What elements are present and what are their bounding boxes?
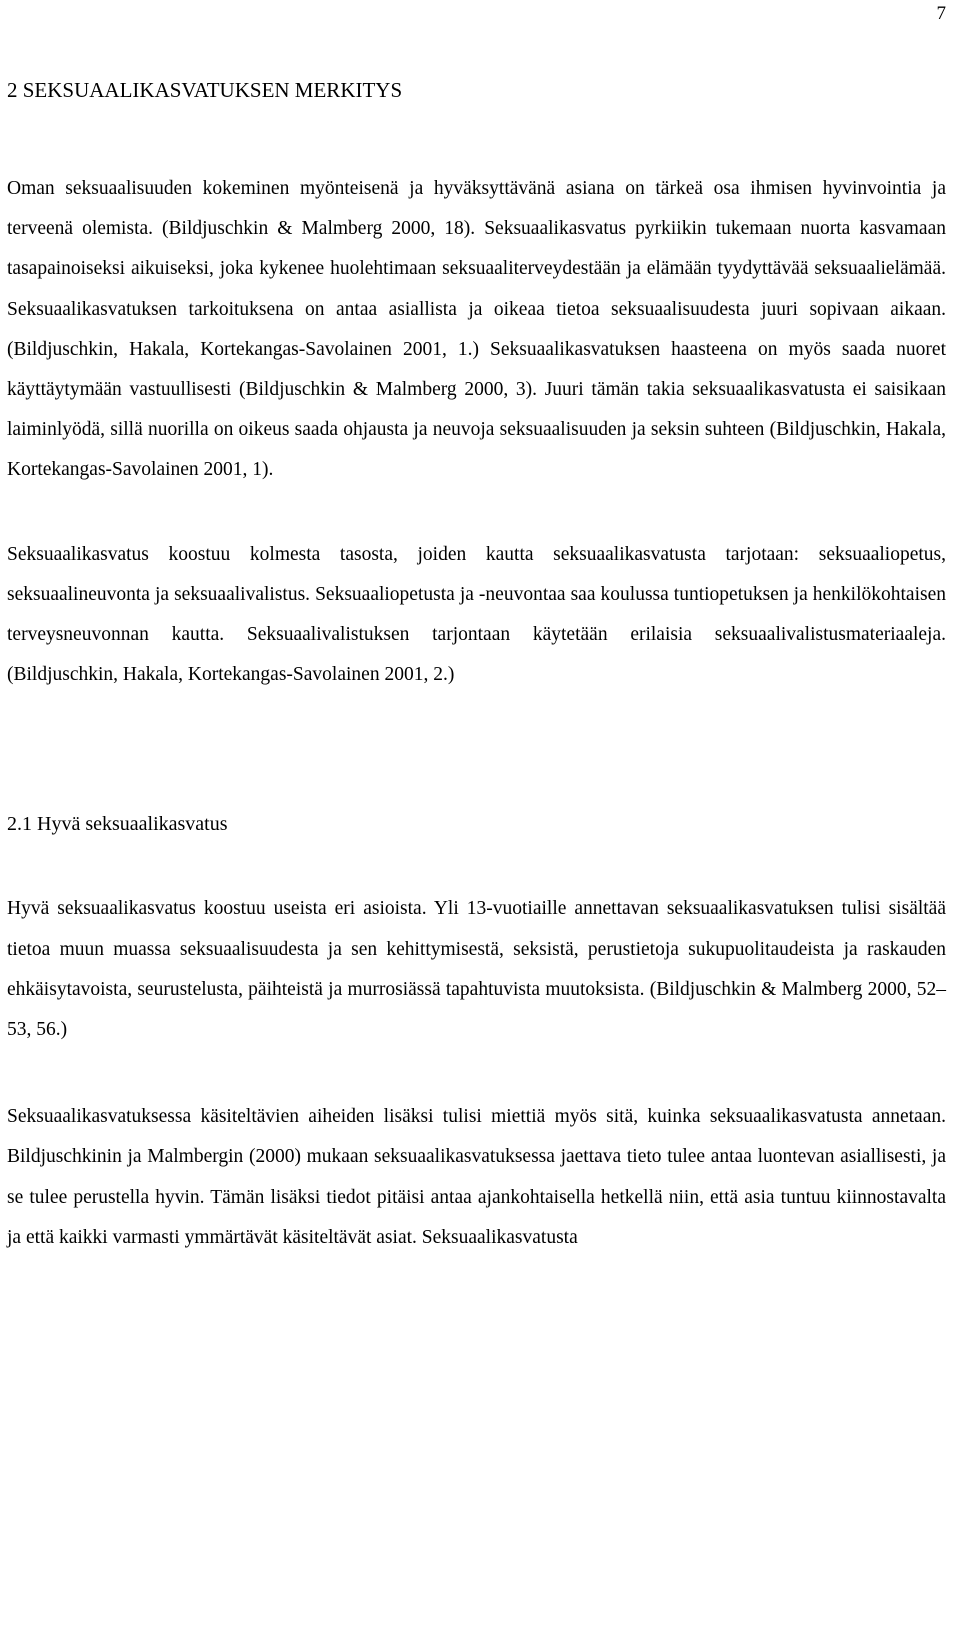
subsection-paragraph-1: Hyvä seksuaalikasvatus koostuu useista eri asioista. Yli 13-vuotiaille annettavan seksuaalikasvatuksen tulisi sisältää tietoa muun muassa seksuaalisuudesta ja sen kehittymisestä, seksistä, perustietoja sukupuolitaudeista ja raskauden ehkäisytavoista, seurustelusta, päihteistä ja murrosiässä tapahtuvista muutoksista. (Bildjuschkin & Malmberg 2000, 52–53, 56.) bbox=[7, 898, 946, 1041]
subsection-paragraph-2: Seksuaalikasvatuksessa käsiteltävien aiheiden lisäksi tulisi miettiä myös sitä, kuinka seksuaalikasvatusta annetaan. Bildjuschkinin ja Malmbergin (2000) mukaan seksuaalikasvatuksessa jaettava tieto tulee antaa luontevan asiallisesti, ja se tulee perustella hyvin. Tämän lisäksi tiedot pitäisi antaa ajankohtaisella hetkellä niin, että asia tuntuu kiinnostavalta ja että kaikki varmasti ymmärtävät käsiteltävät asiat. Seksuaalikasvatusta bbox=[7, 1106, 946, 1248]
section-paragraph-1: Oman seksuaalisuuden kokeminen myönteisenä ja hyväksyttävänä asiana on tärkeä osa ihmisen hyvinvointia ja terveenä olemista. (Bildjuschkin & Malmberg 2000, 18). Seksuaalikasvatus pyrkiikin tukemaan nuorta kasvamaan tasapainoiseksi aikuiseksi, joka kykenee huolehtimaan seksuaaliterveydestään ja elämään tyydyttävää seksuaalielämää. Seksuaalikasvatuksen tarkoituksena on antaa asiallista ja oikeaa tietoa seksuaalisuudesta juuri sopivaan aikaan. (Bildjuschkin, Hakala, Kortekangas-Savolainen 2001, 1.) Seksuaalikasvatuksen haasteena on myös saada nuoret käyttäytymään vastuullisesti (Bildjuschkin & Malmberg 2000, 3). Juuri tämän takia seksuaalikasvatusta ei saisikaan laiminlyödä, sillä nuorilla on oikeus saada ohjausta ja neuvoja seksuaalisuuden ja seksin suhteen (Bildjuschkin, Hakala, Kortekangas-Savolainen 2001, 1). bbox=[7, 178, 946, 481]
subsection-heading: 2.1 Hyvä seksuaalikasvatus bbox=[7, 813, 228, 836]
section-paragraph-2: Seksuaalikasvatus koostuu kolmesta tasosta, joiden kautta seksuaalikasvatusta tarjotaan: seksuaaliopetus, seksuaalineuvonta ja seksuaalivalistus. Seksuaaliopetusta ja -neuvontaa saa koulussa tuntiopetuksen ja henkilökohtaisen terveysneuvonnan kautta. Seksuaalivalistuksen tarjontaan käytetään erilaisia seksuaalivalistusmateriaaleja. (Bildjuschkin, Hakala, Kortekangas-Savolainen 2001, 2.) bbox=[7, 543, 946, 686]
document-body bbox=[7, 74, 946, 1258]
page-number: 7 bbox=[936, 3, 946, 24]
section-heading: 2 SEKSUAALIKASVATUKSEN MERKITYS bbox=[7, 78, 403, 102]
